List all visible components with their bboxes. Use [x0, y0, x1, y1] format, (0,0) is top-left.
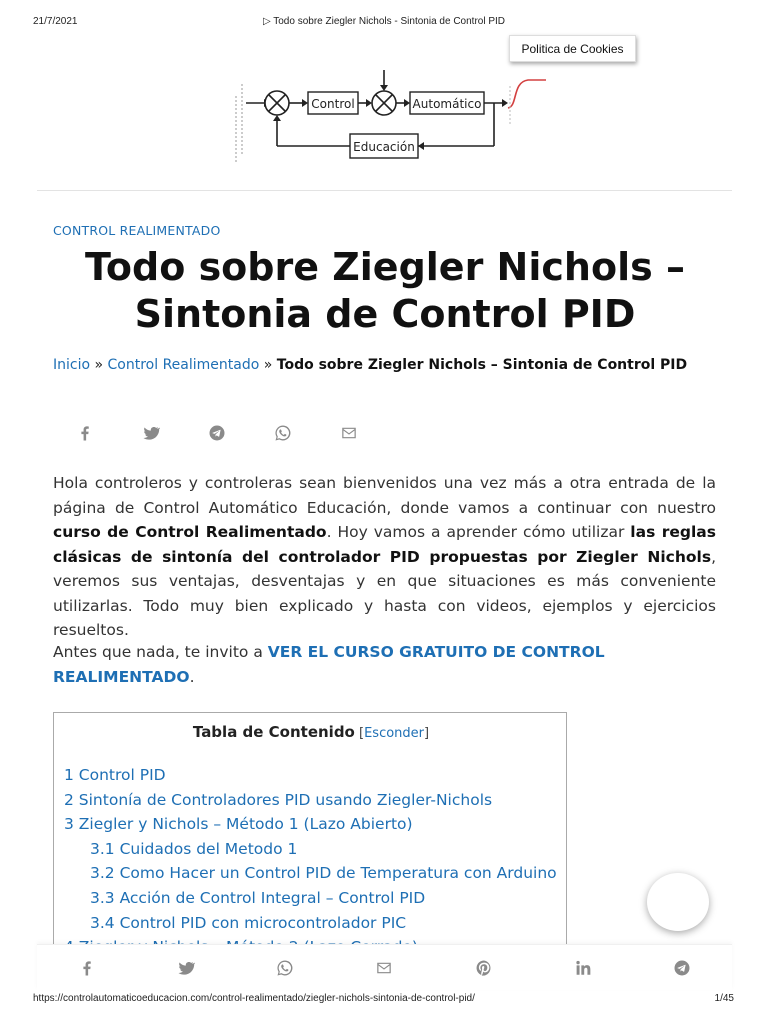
bottom-share-email-button[interactable] — [335, 945, 434, 991]
telegram-icon — [673, 959, 691, 977]
facebook-icon — [76, 424, 94, 442]
toc-item[interactable]: 2 Sintonía de Controladores PID usando Ziegler-Nichols — [64, 790, 493, 809]
logo-automatico-label: Automático — [412, 97, 482, 111]
toc-bracket-open: [ — [354, 726, 365, 741]
course-invite-paragraph — [53, 640, 716, 689]
toc-hide-toggle[interactable]: Esconder — [364, 726, 425, 741]
print-header — [0, 16, 768, 32]
floating-action-button[interactable] — [647, 873, 709, 931]
share-twitter-button[interactable] — [134, 422, 167, 444]
toc-list — [64, 763, 557, 952]
breadcrumb-separator: » — [259, 357, 277, 373]
whatsapp-icon — [274, 424, 292, 442]
share-facebook-button[interactable] — [68, 422, 101, 444]
print-page-number: 1/45 — [714, 993, 734, 1004]
bottom-share-telegram-button[interactable] — [633, 945, 732, 991]
toc-item[interactable]: 3 Ziegler y Nichols – Método 1 (Lazo Abierto) — [64, 815, 413, 834]
breadcrumb — [53, 357, 687, 373]
bottom-share-whatsapp-button[interactable] — [236, 945, 335, 991]
share-row — [68, 422, 398, 446]
site-logo[interactable] — [228, 66, 548, 166]
email-icon — [340, 424, 358, 442]
intro-paragraph — [53, 471, 716, 643]
intro-bold-2: las reglas clásicas de sintonía del controlador PID propuestas por Ziegler Nichols — [53, 523, 716, 566]
bottom-share-twitter-button[interactable] — [136, 945, 235, 991]
twitter-icon — [142, 424, 160, 442]
toc-item[interactable]: 1 Control PID — [64, 766, 166, 784]
page-title — [40, 244, 730, 338]
share-whatsapp-button[interactable] — [266, 422, 299, 444]
linkedin-icon — [574, 959, 592, 977]
invite-text-2: . — [189, 667, 195, 686]
title-line-1: Todo sobre Ziegler Nichols – — [85, 245, 685, 289]
bottom-share-facebook-button[interactable] — [37, 945, 136, 991]
toc-subitem[interactable]: 3.3 Acción de Control Integral – Control PID — [90, 888, 426, 907]
breadcrumb-current: Todo sobre Ziegler Nichols – Sintonia de Control PID — [276, 357, 688, 373]
bottom-share-pinterest-button[interactable] — [434, 945, 533, 991]
title-line-2: Sintonia de Control PID — [134, 292, 636, 336]
toc-bracket-close: ] — [424, 726, 430, 741]
intro-text-3: , veremos sus ventajas, desventajas y en que situaciones es más conveniente utilizarlas. Todo muy bien explicado y hasta con videos, ejemplos y ejercicios resueltos. — [53, 547, 716, 639]
intro-bold-1: curso de Control Realimentado — [53, 523, 327, 541]
toc-heading: Tabla de Contenido — [192, 723, 355, 741]
print-date: 21/7/2021 — [33, 16, 78, 27]
breadcrumb-section[interactable]: Control Realimentado — [107, 357, 260, 373]
cookie-policy-button[interactable]: Politica de Cookies — [509, 35, 636, 62]
intro-text-1: Hola controleros y controleras sean bienvenidos una vez más a otra entrada de la página de Control Automático Educación, donde vamos a continuar con nuestro — [53, 474, 716, 517]
invite-text-1: Antes que nada, te invito a — [53, 643, 268, 661]
intro-text-2: . Hoy vamos a aprender cómo utilizar — [326, 523, 631, 541]
whatsapp-icon — [276, 959, 294, 977]
free-course-link[interactable]: VER EL CURSO GRATUITO DE CONTROL REALIMENTADO — [53, 643, 605, 686]
category-link[interactable]: CONTROL REALIMENTADO — [53, 223, 221, 238]
header-divider — [37, 190, 732, 191]
pinterest-icon — [475, 959, 493, 977]
telegram-icon — [208, 424, 226, 442]
bottom-share-linkedin-button[interactable] — [533, 945, 632, 991]
logo-control-label: Control — [311, 97, 355, 111]
logo-educacion-label: Educación — [353, 140, 415, 154]
breadcrumb-home[interactable]: Inicio — [53, 357, 91, 373]
toc-subitem[interactable]: 3.1 Cuidados del Metodo 1 — [90, 839, 298, 858]
toc-subitem[interactable]: 3.4 Control PID con microcontrolador PIC — [90, 913, 407, 932]
print-url: https://controlautomaticoeducacion.com/control-realimentado/ziegler-nichols-sintonia-de-control-pid/ — [33, 993, 475, 1004]
toc-header — [54, 723, 567, 741]
email-icon — [375, 959, 393, 977]
twitter-icon — [177, 959, 195, 977]
toc-subitem[interactable]: 3.2 Como Hacer un Control PID de Temperatura con Arduino — [90, 864, 557, 883]
share-telegram-button[interactable] — [200, 422, 233, 444]
breadcrumb-separator: » — [90, 357, 108, 373]
facebook-icon — [78, 959, 96, 977]
bottom-share-bar — [37, 944, 732, 990]
share-email-button[interactable] — [332, 422, 365, 444]
table-of-contents — [53, 712, 567, 952]
logo-block-diagram — [228, 66, 548, 166]
print-page-title: ▷ Todo sobre Ziegler Nichols - Sintonia de Control PID — [262, 16, 506, 27]
